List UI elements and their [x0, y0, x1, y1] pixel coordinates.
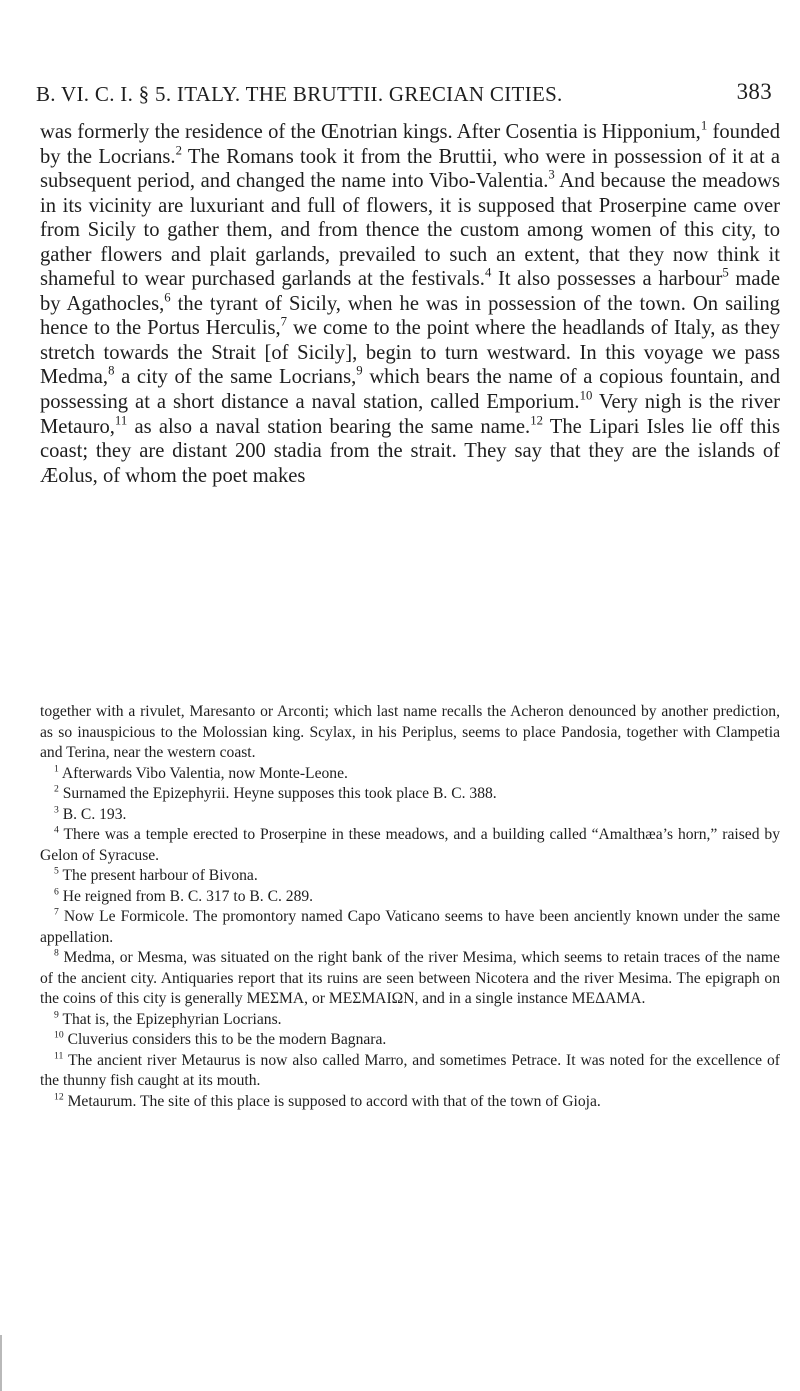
footnote-mark: 5 — [54, 865, 59, 877]
text-run: the tyrant of Sicily, when he was in possession of the town. On sailing hence to the Portus Herculis, — [40, 292, 780, 340]
footnote-ref: 1 — [700, 118, 708, 133]
text-run: It also possesses a harbour — [491, 268, 723, 291]
footnote-3 — [40, 805, 780, 826]
main-paragraph — [40, 120, 780, 488]
text-run: was formerly the residence of the Œnotrian kings. After Cosentia is Hipponium, — [40, 121, 701, 143]
text-run: which bears the name of a copious fountain, and possessing at a short distance a naval station, called Emporium. — [40, 366, 780, 414]
text-run: made by Agathocles, — [40, 268, 780, 315]
footnote-ref: 6 — [164, 290, 171, 305]
footnote-mark: 8 — [54, 947, 59, 959]
footnote-4 — [40, 825, 780, 866]
footnote-mark: 9 — [54, 1009, 59, 1021]
footnote-ref: 10 — [579, 388, 593, 403]
footnote-mark: 2 — [54, 783, 59, 795]
footnote-mark: 1 — [54, 763, 59, 775]
footnote-text: together with a rivulet, Maresanto or Arconti; which last name recalls the Acheron denounced by another prediction, as so inauspicious to the Molossian king. Scylax, in his Periplus, seems to place Pandosia, together with Clampetia and Terina, near the western coast. — [40, 703, 780, 761]
footnote-mark: 11 — [54, 1050, 64, 1062]
page-edge-mark — [0, 1335, 2, 1391]
text-run: we come to the point where the headlands of Italy, as they stretch towards the Strait [of Sicily], begin to turn westward. In this voyage we pass Medma, — [40, 317, 781, 389]
footnote-7 — [40, 907, 780, 948]
footnote-text: Medma, or Mesma, was situated on the right bank of the river Mesima, which seems to retain traces of the name of the ancient city. Antiquaries report that its ruins are seen between Nicotera and the river Mesima. The epigraph on the coins of this city is generally ΜΕΣΜΑ, or ΜΕΣΜΑΙΩΝ, and in a single instance ΜΕΔΑΜΑ. — [40, 949, 780, 1007]
main-text — [40, 120, 780, 488]
footnote-mark: 10 — [54, 1029, 64, 1041]
footnote-ref: 9 — [356, 364, 363, 379]
running-head — [36, 79, 772, 107]
footnote-ref: 8 — [108, 364, 115, 379]
footnote-1 — [40, 764, 780, 785]
footnote-mark: 7 — [54, 906, 59, 918]
running-title: B. VI. C. I. § 5. ITALY. THE BRUTTII. GRECIAN CITIES. — [36, 82, 563, 106]
text-run: The Romans took it from the Bruttii, who were in possession of it at a subsequent period, and changed the name into Vibo-Valentia. — [40, 145, 781, 193]
footnote-text: Afterwards Vibo Valentia, now Monte-Leone. — [61, 764, 348, 782]
page-number: 383 — [736, 79, 772, 104]
text-run: as also a naval station bearing the same name. — [127, 415, 531, 438]
footnote-11 — [40, 1051, 780, 1092]
footnote-9 — [40, 1010, 780, 1031]
footnote-mark: 4 — [54, 824, 59, 836]
footnote-ref: 3 — [548, 167, 555, 182]
text-run: founded by the Locrians. — [40, 121, 780, 168]
footnote-text: The ancient river Metaurus is now also called Marro, and sometimes Petrace. It was noted for the excellence of the thunny fish caught at its mouth. — [40, 1051, 780, 1089]
footnote-6 — [40, 887, 780, 908]
footnote-8 — [40, 948, 780, 1010]
footnote-ref: 7 — [280, 315, 288, 330]
footnote-ref: 11 — [114, 413, 128, 428]
footnote-12 — [40, 1092, 780, 1113]
footnote-text: Metaurum. The site of this place is supposed to accord with that of the town of Gioja. — [67, 1092, 601, 1110]
footnote-ref: 5 — [722, 265, 729, 280]
footnote-5 — [40, 866, 780, 887]
footnote-text: The present harbour of Bivona. — [62, 867, 258, 884]
text-run: And because the meadows in its vicinity are luxuriant and full of flowers, it is supposed that Proserpine came over from Sicily to gather them, and from thence the custom among women of this city, to gather flowers and plait garlands, prevailed to such an extent, that they now think it shameful to wear purchased garlands at the festivals. — [40, 170, 780, 291]
footnote-text: Surnamed the Epizephyrii. Heyne supposes this took place B. C. 388. — [62, 785, 497, 802]
footnote-10 — [40, 1030, 780, 1051]
footnote-text: That is, the Epizephyrian Locrians. — [62, 1010, 282, 1028]
footnote-mark: 12 — [54, 1091, 64, 1103]
footnote-ref: 4 — [484, 265, 492, 280]
footnote-2 — [40, 784, 780, 805]
footnotes — [40, 702, 780, 1112]
footnote-ref: 2 — [175, 143, 182, 158]
footnote-mark: 3 — [54, 804, 59, 816]
footnote-continuation — [40, 702, 780, 764]
text-run: Very nigh is the river Metauro, — [40, 391, 780, 438]
footnote-text: Cluverius considers this to be the modern Bagnara. — [67, 1031, 387, 1048]
text-run: a city of the same Locrians, — [114, 366, 357, 389]
text-run: The Lipari Isles lie off this coast; they are distant 200 stadia from the strait. They say that they are the islands of Æolus, of whom the poet makes — [40, 415, 780, 487]
footnote-text: B. C. 193. — [62, 805, 127, 823]
footnote-text: There was a temple erected to Proserpine in these meadows, and a building called “Amalthæa’s horn,” raised by Gelon of Syracuse. — [40, 826, 780, 864]
footnote-mark: 6 — [54, 886, 59, 898]
footnote-text: He reigned from B. C. 317 to B. C. 289. — [62, 887, 314, 905]
footnote-ref: 12 — [530, 413, 543, 428]
footnote-text: Now Le Formicole. The promontory named Capo Vaticano seems to have been anciently known under the same appellation. — [40, 908, 780, 946]
